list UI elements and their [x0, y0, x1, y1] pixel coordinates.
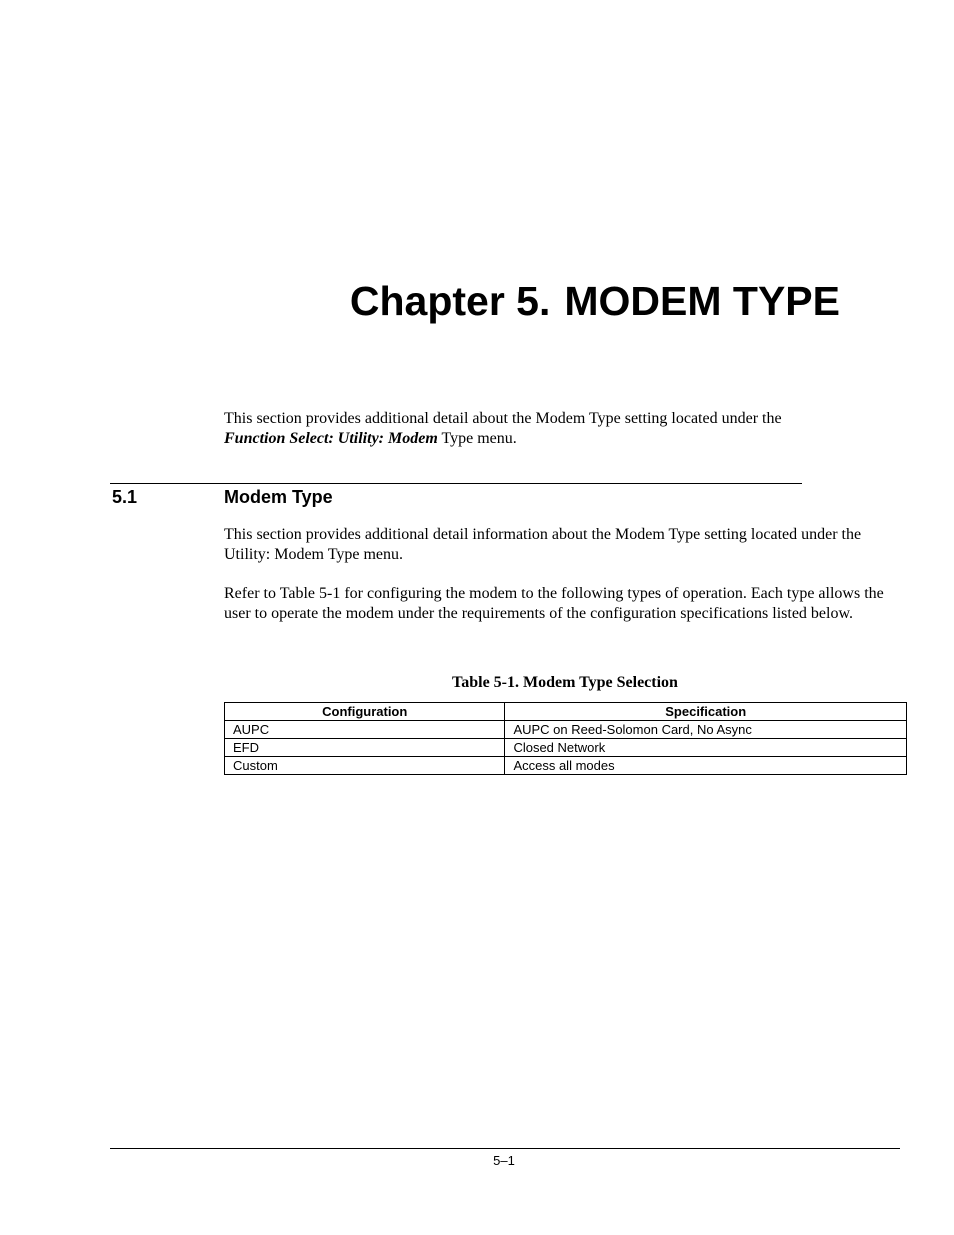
table-cell-configuration: Custom [225, 757, 505, 775]
page-number: 5–1 [493, 1153, 515, 1168]
intro-paragraph [224, 409, 864, 449]
intro-text-before: This section provides additional detail about the Modem Type setting located under the [224, 410, 782, 427]
table-row [225, 739, 907, 757]
table-row [225, 721, 907, 739]
section-paragraph-2: Refer to Table 5-1 for configuring the modem to the following types of operation. Each type allows the user to operate the modem under the requirements of the configuration specifications listed below. [224, 585, 884, 622]
table-cell-specification: Access all modes [505, 757, 907, 775]
intro-text-after: Type menu. [437, 430, 517, 447]
column-header-specification: Specification [505, 703, 907, 721]
section-number: 5.1 [112, 487, 138, 507]
table-header-row [225, 703, 907, 721]
modem-type-table [224, 702, 907, 775]
section-divider [110, 483, 802, 484]
chapter-number-label: Chapter 5. [349, 278, 551, 324]
column-header-configuration: Configuration [225, 703, 505, 721]
footer-divider [110, 1148, 900, 1149]
table-cell-specification: Closed Network [505, 739, 907, 757]
table-caption: Table 5-1. Modem Type Selection [452, 674, 678, 691]
section-title: Modem Type [224, 487, 333, 507]
intro-menu-path: Function Select: Utility: Modem [224, 430, 438, 447]
table-cell-configuration: AUPC [225, 721, 505, 739]
chapter-title [200, 276, 840, 326]
table-row [225, 757, 907, 775]
table-cell-configuration: EFD [225, 739, 505, 757]
section-paragraph-1: This section provides additional detail information about the Modem Type setting located under the Utility: Modem Type menu. [224, 526, 862, 563]
table-cell-specification: AUPC on Reed-Solomon Card, No Async [505, 721, 907, 739]
chapter-name: MODEM TYPE [564, 278, 840, 324]
